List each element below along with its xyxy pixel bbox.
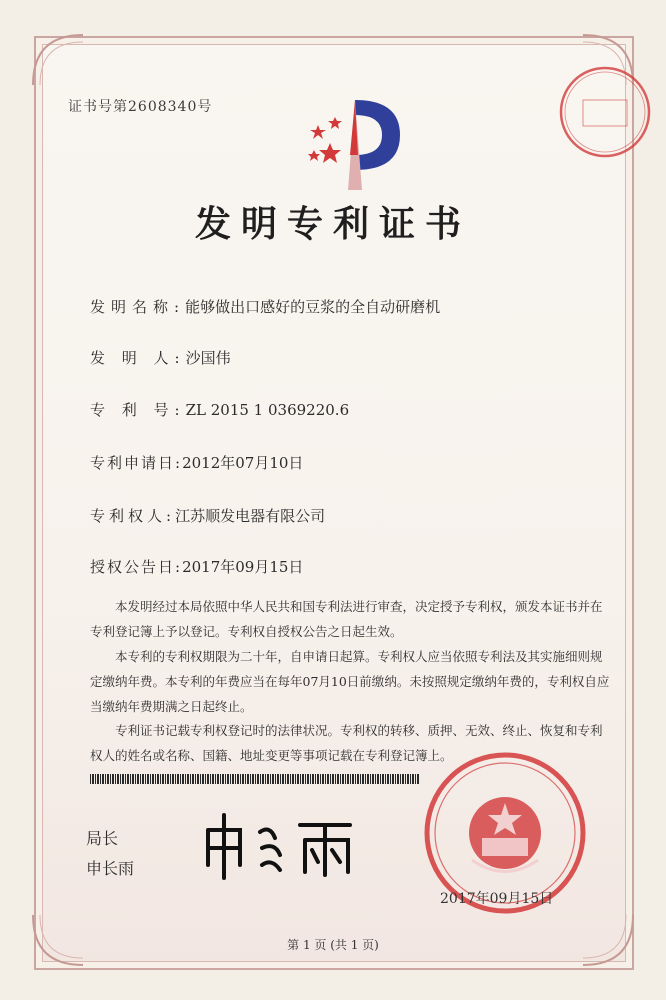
field-value: ZL 2015 1 0369220.6	[185, 401, 350, 419]
field-invention-name	[90, 296, 440, 317]
field-label: 专 利 号:	[90, 401, 186, 419]
tax-seal-stamp	[555, 62, 655, 162]
barcode	[90, 774, 420, 784]
certificate-title: 发明专利证书	[194, 203, 471, 245]
paragraph-term: 本专利的专利权期限为二十年，自申请日起算。专利权人应当依照专利法及其实施细则规定缴纳年费。本专利的年费应当在每年07月10日前缴纳。未按照规定缴纳年费的，专利权自应当缴纳年费期满之日起终止。	[90, 649, 610, 714]
field-application-date	[90, 452, 303, 473]
field-grant-date	[90, 556, 303, 577]
field-patent-number	[90, 399, 349, 420]
field-label: 专利申请日:	[90, 454, 183, 472]
cnipa-logo-icon	[300, 95, 410, 195]
field-value: 沙国伟	[185, 349, 231, 367]
field-value: 江苏顺发电器有限公司	[175, 507, 326, 525]
seal-date: 2017年09月15日	[440, 891, 554, 907]
field-label: 专利权人:	[90, 507, 176, 525]
page-number: 第 1 页 (共 1 页)	[287, 938, 379, 952]
director-signature	[200, 810, 360, 880]
field-label: 授权公告日:	[90, 558, 183, 576]
field-label: 发 明 人:	[90, 349, 186, 367]
director-name: 申长雨	[86, 859, 135, 878]
field-value: 2017年09月15日	[182, 558, 304, 576]
field-value: 2012年07月10日	[182, 454, 304, 472]
field-label: 发明名称:	[90, 298, 186, 316]
field-patentee	[90, 505, 325, 526]
corner-ornament-top-left	[28, 30, 88, 90]
certificate-number: 证书号第2608340号	[68, 99, 213, 115]
field-inventor	[90, 347, 231, 368]
field-value: 能够做出口感好的豆浆的全自动研磨机	[185, 298, 441, 316]
paragraph-legal-status: 专利证书记载专利权登记时的法律状况。专利权的转移、质押、无效、终止、恢复和专利权人的姓名或名称、国籍、地址变更等事项记载在专利登记簿上。	[90, 723, 603, 763]
paragraph-grant: 本发明经过本局依照中华人民共和国专利法进行审查，决定授予专利权，颁发本证书并在专利登记簿上予以登记。专利权自授权公告之日起生效。	[90, 599, 603, 639]
director-title: 局长	[86, 829, 119, 848]
